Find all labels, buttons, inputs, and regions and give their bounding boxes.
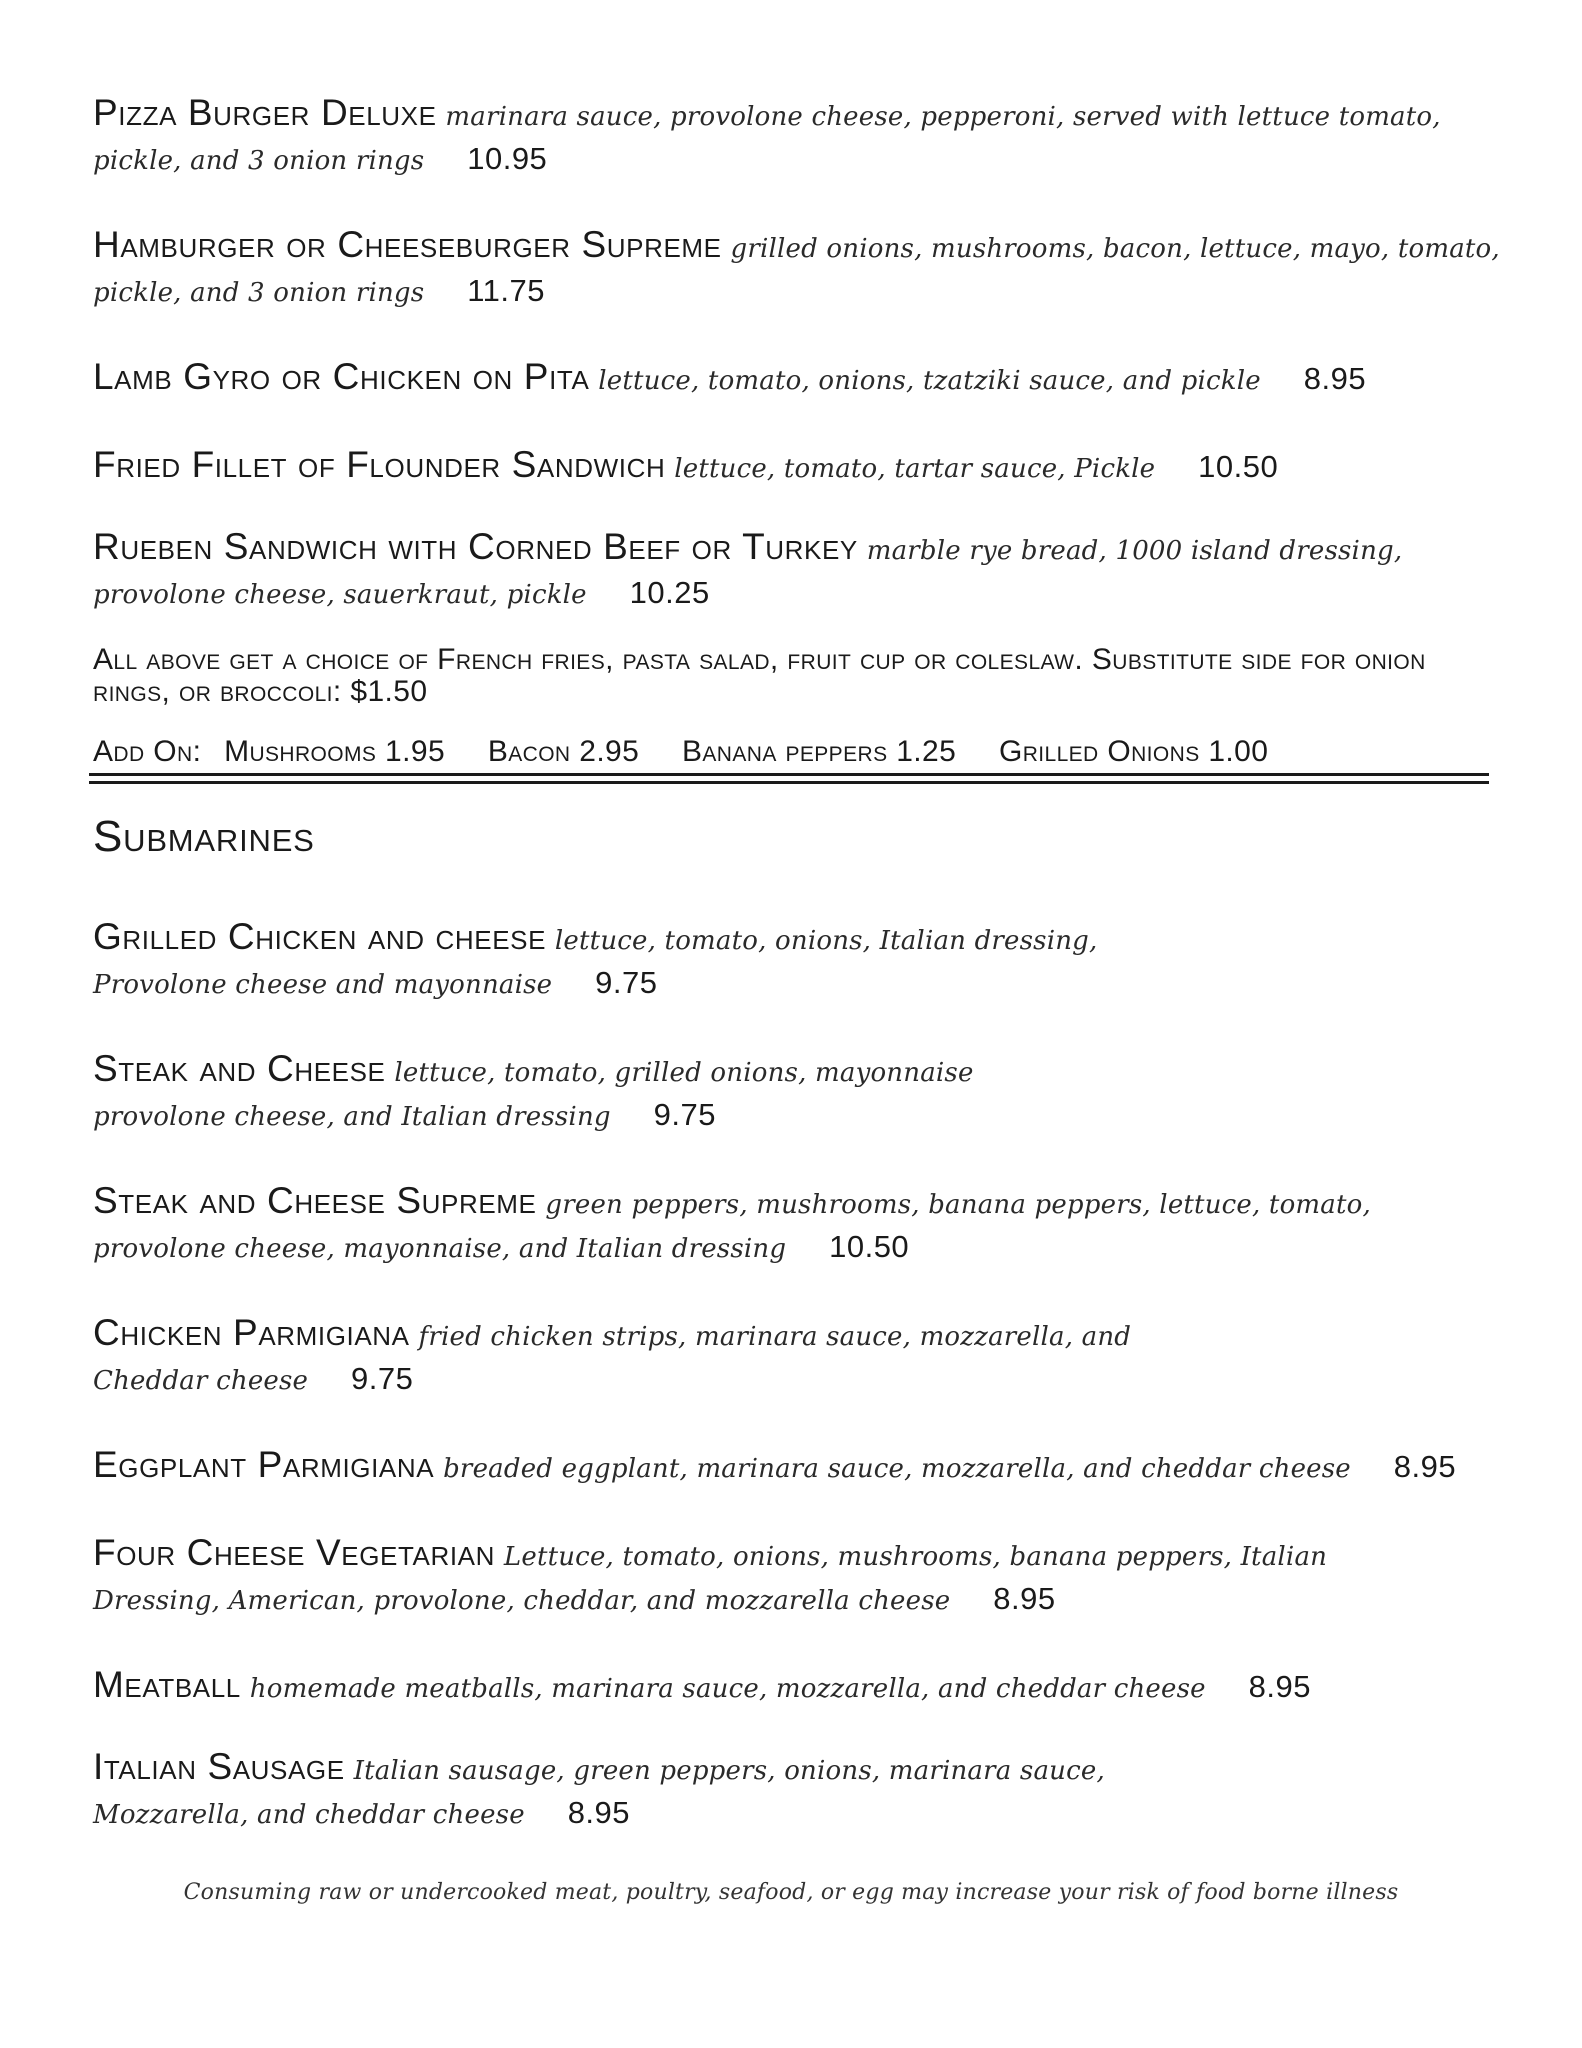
item-price: 8.95 xyxy=(567,1795,631,1830)
item-description: lettuce, tomato, tartar sauce, Pickle xyxy=(674,454,1156,484)
item-name: Chicken Parmigiana xyxy=(93,1312,410,1353)
menu-item xyxy=(93,1664,1503,1710)
item-price: 9.75 xyxy=(351,1361,414,1396)
item-description: Lettuce, tomato, onions, mushrooms, banana peppers, Italian Dressing, American, provolone, cheddar, and mozzarella cheese xyxy=(93,1542,1328,1616)
item-name: Lamb Gyro or Chicken on Pita xyxy=(93,356,590,397)
item-price: 10.50 xyxy=(829,1229,910,1264)
item-description: Italian sausage, green peppers, onions, marinara sauce, Mozzarella, and cheddar cheese xyxy=(93,1756,1105,1830)
add-on-grilled-onions: Grilled Onions 1.00 xyxy=(998,735,1269,768)
menu-item xyxy=(93,916,1203,1006)
menu-item xyxy=(93,444,1503,490)
item-description: grilled onions, mushrooms, bacon, lettuce, mayo, tomato, pickle, and 3 onion rings xyxy=(93,234,1500,308)
add-ons-label: Add On: xyxy=(93,735,202,768)
menu-item xyxy=(93,1746,1153,1836)
submarines-section xyxy=(93,916,1503,1836)
menu-item xyxy=(93,1532,1453,1622)
menu-item xyxy=(93,1312,1153,1402)
item-description: marinara sauce, provolone cheese, pepperoni, served with lettuce tomato, pickle, and 3 onion rings xyxy=(93,102,1441,176)
item-description: homemade meatballs, marinara sauce, mozzarella, and cheddar cheese xyxy=(249,1674,1206,1704)
add-on-mushrooms: Mushrooms 1.95 xyxy=(224,735,446,768)
item-price: 9.75 xyxy=(595,965,658,1000)
item-name: Eggplant Parmigiana xyxy=(93,1444,435,1485)
item-price: 8.95 xyxy=(993,1581,1056,1616)
item-price: 10.50 xyxy=(1198,449,1279,484)
item-name: Grilled Chicken and cheese xyxy=(93,916,547,957)
menu-item xyxy=(93,92,1473,182)
item-description: breaded eggplant, marinara sauce, mozzarella, and cheddar cheese xyxy=(443,1454,1351,1484)
menu-item xyxy=(93,1444,1503,1490)
item-description: marble rye bread, 1000 island dressing, provolone cheese, sauerkraut, pickle xyxy=(93,536,1403,610)
item-name: Hamburger or Cheeseburger Supreme xyxy=(93,224,722,265)
item-description: lettuce, tomato, onions, Italian dressing, Provolone cheese and mayonnaise xyxy=(93,926,1098,1000)
item-name: Italian Sausage xyxy=(93,1746,345,1787)
add-on-bacon: Bacon 2.95 xyxy=(487,735,640,768)
food-safety-disclaimer: Consuming raw or undercooked meat, poultry, seafood, or egg may increase your risk of food borne illness xyxy=(183,1880,1399,1905)
item-description: lettuce, tomato, grilled onions, mayonnaise provolone cheese, and Italian dressing xyxy=(93,1058,974,1132)
item-name: Four Cheese Vegetarian xyxy=(93,1532,495,1573)
section-title-submarines: Submarines xyxy=(93,812,315,861)
menu-item xyxy=(93,356,1503,402)
add-ons-line xyxy=(93,734,1503,770)
divider-rule-top xyxy=(89,773,1489,776)
item-price: 10.25 xyxy=(629,575,710,610)
item-price: 11.75 xyxy=(467,273,545,308)
menu-item xyxy=(93,1048,1053,1138)
item-price: 10.95 xyxy=(467,141,548,176)
item-name: Steak and Cheese xyxy=(93,1048,386,1089)
menu-item xyxy=(93,224,1513,314)
sides-note: All above get a choice of French fries, pasta salad, fruit cup or coleslaw. Substitute side for onion rings, or broccoli: $1.50 xyxy=(93,643,1426,708)
item-price: 8.95 xyxy=(1303,361,1367,396)
item-price: 8.95 xyxy=(1393,1449,1457,1484)
item-description: lettuce, tomato, onions, tzatziki sauce, and pickle xyxy=(598,366,1261,396)
divider-rule-bottom xyxy=(89,781,1489,784)
menu-item xyxy=(93,526,1423,616)
sandwich-section xyxy=(93,92,1503,770)
item-name: Steak and Cheese Supreme xyxy=(93,1180,537,1221)
item-description: fried chicken strips, marinara sauce, mozzarella, and Cheddar cheese xyxy=(93,1322,1132,1396)
item-name: Meatball xyxy=(93,1664,241,1705)
item-price: 9.75 xyxy=(653,1097,716,1132)
item-name: Pizza Burger Deluxe xyxy=(93,92,437,133)
item-price: 8.95 xyxy=(1248,1669,1311,1704)
add-on-banana-peppers: Banana peppers 1.25 xyxy=(681,735,957,768)
menu-item xyxy=(93,1180,1453,1270)
item-name: Rueben Sandwich with Corned Beef or Turkey xyxy=(93,526,858,567)
item-name: Fried Fillet of Flounder Sandwich xyxy=(93,444,666,485)
item-description: green peppers, mushrooms, banana peppers, lettuce, tomato, provolone cheese, mayonnaise, and Italian dressing xyxy=(93,1190,1371,1264)
